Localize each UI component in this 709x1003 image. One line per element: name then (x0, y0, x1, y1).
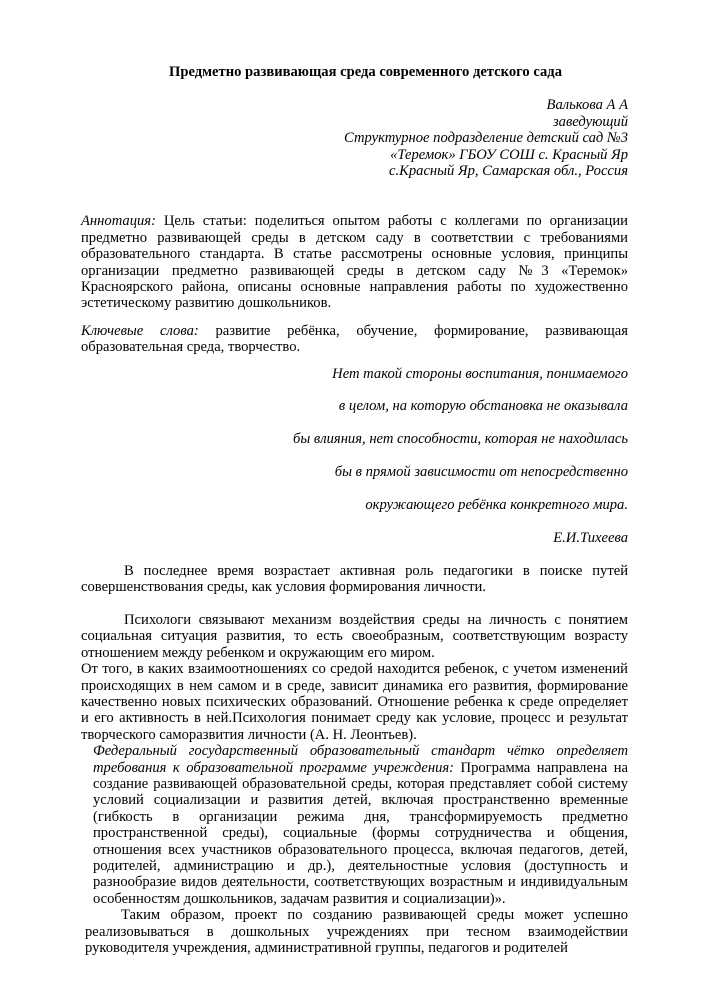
body-paragraph: От того, в каких взаимоотношениях со средой находится ребенок, с учетом изменений происходящих в нем самом и в среде, зависит динамика его развития, формирование качественно новых психических образований. Отношение ребенка к среде определяет и его активность в ней.Психология понимает среду как условие, процесс и результат творческого саморазвития личности (А. Н. Леонтьев). (81, 661, 628, 743)
author-organization-name: «Теремок» ГБОУ СОШ с. Красный Яр (390, 146, 628, 163)
epigraph (81, 366, 628, 546)
keywords-label: Ключевые слова: (81, 322, 199, 339)
body-paragraph: Психологи связывают механизм воздействия среды на личность с понятием социальная ситуация развития, то есть своеобразным, соответствующим возрасту отношением между ребенком и окружающим его миром. (81, 611, 628, 661)
fgos-reference: Федеральный государственный образовательный стандарт чётко определяет требования к образовательной программе учреждения: (93, 743, 628, 776)
body-paragraph: Таким образом, проект по созданию развивающей среды может успешно реализовываться в дошкольных учреждениях при тесном взаимодействии руководителя учреждения, административной группы, педагогов и родителей (85, 907, 628, 957)
epigraph-line: Нет такой стороны воспитания, понимаемого (332, 365, 628, 382)
author-organization: Структурное подразделение детский сад №3 (344, 130, 628, 147)
author-name: Валькова А А (546, 97, 628, 114)
epigraph-line: бы влияния, нет способности, которая не находилась (293, 431, 628, 448)
body-paragraph (81, 743, 628, 907)
epigraph-line: в целом, на которую обстановка не оказывала (338, 398, 628, 415)
keywords-paragraph (81, 323, 628, 356)
author-location: с.Красный Яр, Самарская обл., Россия (389, 163, 628, 180)
annotation-text: Цель статьи: поделиться опытом работы с коллегами по организации предметно развивающей среды в детском саду в соответствии с требованиями образовательного стандарта. В статье рассмотрены основные условия, принципы организации предметно развивающей среды в детском саду №3 «Теремок» Красноярского района, описаны основные направления работы по художественно эстетическому развитию дошкольников. (81, 213, 628, 312)
annotation-label: Аннотация: (81, 213, 156, 230)
epigraph-line: бы в прямой зависимости от непосредственно (334, 464, 628, 481)
author-position: заведующий (552, 113, 628, 130)
annotation-paragraph (81, 213, 628, 311)
article-title: Предметно развивающая среда современного детского сада (168, 64, 562, 80)
epigraph-line: окружающего ребёнка конкретного мира. (365, 496, 628, 513)
fgos-quote: Программа направлена на создание развивающей образовательной среды, которая представляет собой систему условий социализации и развития детей, включая пространственно временные (гибкость в организации режима дня, трансформируемость предметно пространственной среды), социальные (формы сотрудничества и общения, отношения всех участников образовательного процесса, включая педагогов, детей, родителей, администрацию и др.), деятельностные условия (доступность и разнообразие видов деятельности, соответствующих возрастным и индивидуальным особенностям дошкольников, задачам развития и социализации)». (93, 759, 629, 907)
epigraph-author: Е.И.Тихеева (553, 529, 628, 546)
keywords-text: развитие ребёнка, обучение, формирование, развивающая образовательная среда, творчество. (81, 322, 628, 356)
author-block (81, 97, 628, 179)
document-body (81, 64, 628, 956)
body-paragraph: В последнее время возрастает активная роль педагогики в поиске путей совершенствования среды, как условия формирования личности. (81, 563, 628, 596)
